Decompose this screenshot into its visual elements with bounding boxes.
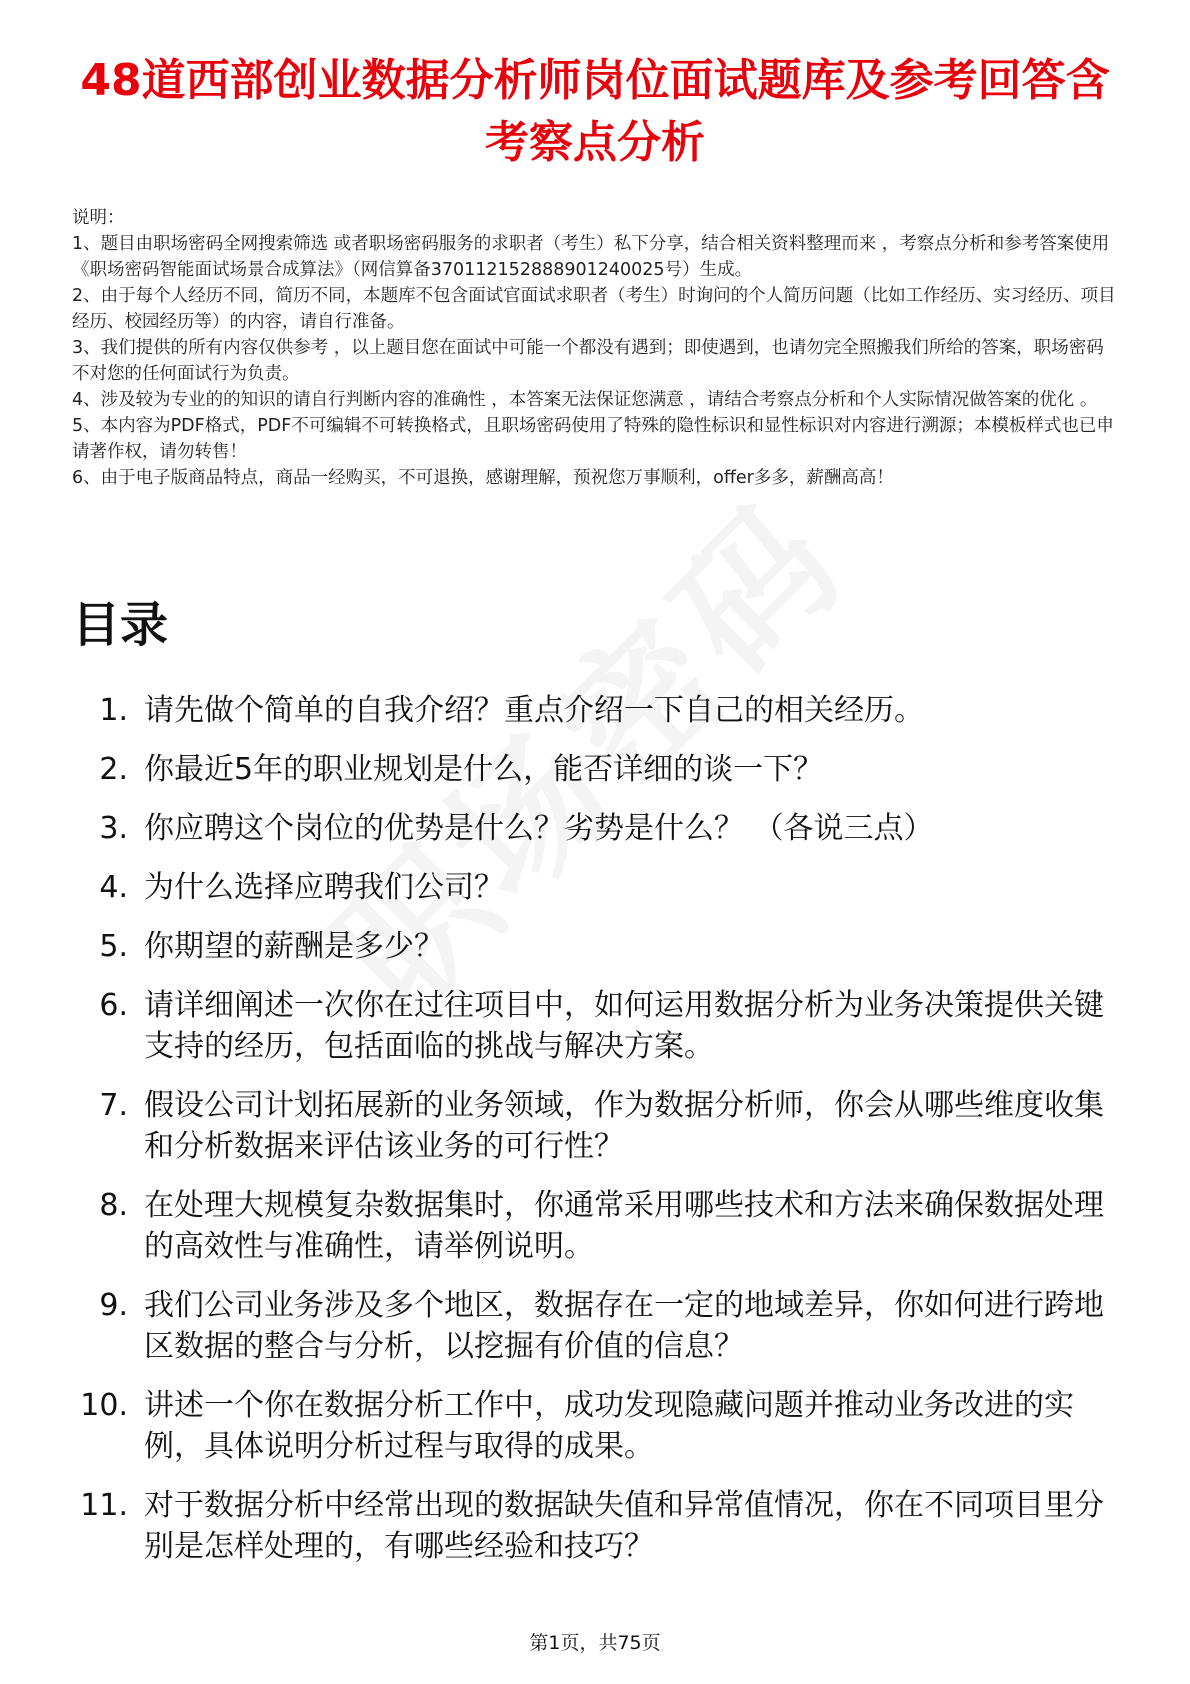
notes-heading: 说明： (72, 208, 125, 228)
question-number: 8. (99, 1188, 128, 1223)
list-item[interactable] (62, 1485, 1122, 1567)
list-item[interactable] (62, 1285, 1122, 1367)
question-number: 5. (99, 929, 128, 964)
note-item: 1、题目由职场密码全网搜索筛选 或者职场密码服务的求职者（考生）私下分享，结合相关资料整理而来 ，考察点分析和参考答案使用《职场密码智能面试场景合成算法》（网信算备370112152888901240025号）生成。 (72, 234, 1110, 280)
question-text: 我们公司业务涉及多个地区，数据存在一定的地域差异，你如何进行跨地区数据的整合与分析，以挖掘有价值的信息？ (144, 1288, 1104, 1364)
list-item[interactable] (62, 867, 1122, 908)
question-number: 10. (80, 1388, 128, 1423)
list-item[interactable] (62, 749, 1122, 790)
question-text: 你应聘这个岗位的优势是什么？劣势是什么？ （各说三点） (144, 811, 934, 846)
question-number: 4. (99, 870, 128, 905)
note-item: 3、我们提供的所有内容仅供参考 ，以上题目您在面试中可能一个都没有遇到；即使遇到，也请勿完全照搬我们所给的答案，职场密码不对您的任何面试行为负责。 (72, 338, 1104, 384)
note-item: 6、由于电子版商品特点，商品一经购买，不可退换，感谢理解，预祝您万事顺利，offer多多，薪酬高高！ (72, 468, 894, 488)
list-item[interactable] (62, 1085, 1122, 1167)
question-number: 3. (99, 811, 128, 846)
list-item[interactable] (62, 926, 1122, 967)
question-text: 对于数据分析中经常出现的数据缺失值和异常值情况，你在不同项目里分别是怎样处理的，有哪些经验和技巧？ (144, 1488, 1104, 1564)
question-text: 请先做个简单的自我介绍？重点介绍一下自己的相关经历。 (144, 693, 924, 728)
toc-heading: 目录 (72, 597, 169, 653)
list-item[interactable] (62, 985, 1122, 1067)
question-number: 1. (99, 693, 128, 728)
question-number: 9. (99, 1288, 128, 1323)
list-item[interactable] (62, 1185, 1122, 1267)
question-list (62, 690, 1122, 1585)
page-footer: 第1页，共75页 (529, 1632, 661, 1654)
note-item: 5、本内容为PDF格式，PDF不可编辑不可转换格式，且职场密码使用了特殊的隐性标识和显性标识对内容进行溯源；本模板样式也已申请著作权，请勿转售！ (72, 416, 1114, 462)
list-item[interactable] (62, 808, 1122, 849)
list-item[interactable] (62, 1385, 1122, 1467)
question-number: 11. (80, 1488, 128, 1523)
question-text: 在处理大规模复杂数据集时，你通常采用哪些技术和方法来确保数据处理的高效性与准确性，请举例说明。 (144, 1188, 1104, 1264)
question-text: 为什么选择应聘我们公司？ (144, 870, 504, 905)
question-number: 2. (99, 752, 128, 787)
question-number: 7. (99, 1088, 128, 1123)
list-item[interactable] (62, 690, 1122, 731)
document-title: 48道西部创业数据分析师岗位面试题库及参考回答含考察点分析 (80, 55, 1110, 168)
question-number: 6. (99, 988, 128, 1023)
question-text: 你期望的薪酬是多少？ (144, 929, 444, 964)
notes-section (72, 205, 1117, 491)
note-item: 2、由于每个人经历不同，简历不同，本题库不包含面试官面试求职者（考生）时询问的个人简历问题（比如工作经历、实习经历、项目经历、校园经历等）的内容，请自行准备。 (72, 286, 1116, 332)
question-text: 你最近5年的职业规划是什么，能否详细的谈一下？ (144, 752, 824, 787)
question-text: 请详细阐述一次你在过往项目中，如何运用数据分析为业务决策提供关键支持的经历，包括面临的挑战与解决方案。 (144, 988, 1104, 1064)
question-text: 讲述一个你在数据分析工作中，成功发现隐藏问题并推动业务改进的实例，具体说明分析过程与取得的成果。 (144, 1388, 1074, 1464)
note-item: 4、涉及较为专业的的知识的请自行判断内容的准确性 ，本答案无法保证您满意 ，请结合考察点分析和个人实际情况做答案的优化 。 (72, 390, 1098, 410)
question-text: 假设公司计划拓展新的业务领域，作为数据分析师，你会从哪些维度收集和分析数据来评估该业务的可行性？ (144, 1088, 1104, 1164)
